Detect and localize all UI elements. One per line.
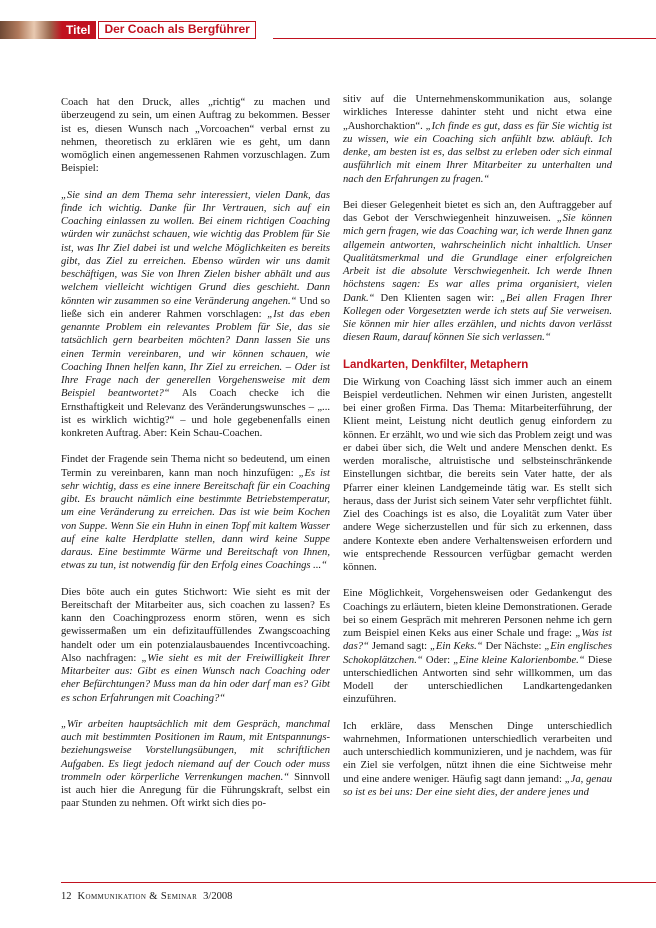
left-column (61, 96, 330, 824)
body-text: Oder: (422, 654, 454, 666)
magazine-name: Kommunikation & Seminar (77, 891, 198, 902)
paragraph (61, 718, 330, 811)
footer-rule (61, 882, 656, 883)
body-text: sitiv auf die Unternehmenskommunikation aus, solange wirkliches Interesse dahinter steht und nicht etwa eine „Aushorchaktion“. (343, 94, 612, 132)
body-text: Findet der Fragende sein Thema nicht so bedeutend, um einen Termin zu vereinbaren, kann man noch hinzufügen: (61, 454, 330, 479)
body-text: Eine Möglichkeit, Vorgehensweisen oder Gedankengut des Coachings zu erläutern, bieten kleine Demonstrationen. Gerade bei so einem Gespräch mit mehreren Personen nehme ich gern zum Beispiel einen Keks aus einer Schale und frage: (343, 588, 612, 639)
quote-text: „Was ist das?“ (343, 628, 612, 653)
paragraph (343, 199, 612, 345)
quote-text: „Ein Keks.“ (430, 641, 483, 653)
body-text: Diese unterschiedlichen Antworten sind sehr willkommen, um das Modell der unterschiedlichen Landkartengedanken einzuführen. (343, 654, 613, 706)
quote-text: „Bei allen Fragen Ihrer Kollegen oder Vorgesetzten werde ich stets auf Sie verweisen. Sie können mir hier alles erzählen, und nichts davon verlässt diesen Raum, darauf können Sie sich verlassen.“ (343, 292, 612, 344)
quote-text: „Ist das eben genannte Problem ein relevantes Problem für Sie, das sie tatsächlich gern bearbeiten möchten? Dann lassen Sie uns einen Termin vereinbaren, und wir können schauen, wie Coaching Ihnen helfen kann, Ihr Ziel zu erreichen. – Oder ist Ihre Frage nach der generellen Vorgehensweise mit dem Beispiel beantwortet?“ (61, 308, 331, 400)
body-text: Sinnvoll ist auch hier die Anregung für die Führungskraft, selbst ein paar Stunden zu nehmen. Oft wirkt sich dies po- (61, 771, 331, 810)
paragraph: Die Wirkung von Coaching lässt sich immer auch an einem Beispiel verdeutlichen. Nehmen wir einen Juristen, angestellt bei einer großen Firma. Das Thema: Mitarbeiterführung, der Klient meint, Leistung nicht deutlich genug einfordern zu können. Er erzählt, wo und wie sich das Problem zeigt und was er dabei über sich, die Welt und andere Menschen denkt. Es werden moralische, altruistische und selbsteinschränkende Einstellungen sichtbar, die bereits sein Vater hatte, der als Pfarrer einer kleinen Landgemeinde tätig war. Es stellt sich heraus, dass der Jurist sich seinem Vater sehr verpflichtet fühlt. Ziel des Coachings ist es also, die Loyalität zum Vater über andere Wege sicherzustellen und für sich zu erkennen, dass andere Kontexte eben andere Verhaltensweisen erfordern und wie entsprechende Ressourcen verfügbar gemacht werden können. (343, 376, 612, 573)
section-label: Titel (62, 21, 96, 39)
quote-text: „Sie können mich gern fragen, wie das Coaching war, ich werde Ihnen ganz allgemein antworten, wahrscheinlich nicht inhaltlich. Unser Qualitätsmerkmal und die Grundlage einer erfolgreichen Arbeit ist die absolute Verschwiegenheit. Ich werde Ihnen höchstens sagen: Es war alles prima organisiert, vielen Dank.“ (343, 213, 612, 304)
body-text: Und so ließe sich ein anderer Rahmen vorschlagen: (61, 295, 330, 320)
body-text: Ich erkläre, dass Menschen Dinge unterschiedlich wahrnehmen, Informationen unterschiedlich verarbeiten und auch unterschiedlich kommunizieren, und je nachdem, was für ein Ziel sie verfolgen, nützt ihnen die eine Sichtweise mehr und eine andere weniger. Häufig sagt dann jemand: (343, 720, 612, 785)
paragraph (61, 453, 330, 572)
paragraph (61, 189, 330, 441)
sub-heading: Landkarten, Denkfilter, Metaphern (343, 358, 529, 371)
body-text: Dies böte auch ein gutes Stichwort: Wie sieht es mit der Bereitschaft der Mitarbeiter aus, sich coachen zu lassen? Es kann den Coachingprozess enorm stören, wenn es sich gewissermaßen um ein defizitauffüllendes Zwangscoaching handelt oder um ein potenzialausbauendes Incentivcoaching. Also nachfragen: (61, 586, 330, 664)
quote-text: „Eine kleine Kalorienbombe.“ (453, 654, 585, 666)
quote-text: „Wie sieht es mit der Freiwilligkeit Ihrer Mitarbeiter aus: Gibt es einen Wunsch nach Coaching oder eher Befürchtungen? Muss man da hin oder darf man es? Gibt es schon Erfahrungen mit Coaching?“ (61, 652, 330, 704)
right-column (343, 93, 612, 812)
paragraph (343, 93, 612, 186)
header-rule (273, 38, 656, 39)
body-text: Bei dieser Gelegenheit bietet es sich an, den Auftraggeber auf das Gebot der Verschwiegenheit hinzuweisen. (343, 199, 612, 224)
body-text: Jemand sagt: (368, 641, 431, 653)
quote-text: „Ich finde es gut, dass es für Sie wichtig ist zu wissen, wie ein Coaching sich anfühlt bzw. abläuft. Ich denke, am besten ist es, das selbst zu erleben oder sich einmal ausführlich mit einem Ihrer Mitarbeiter zu unterhalten und nach den Erfahrungen zu fragen.“ (343, 120, 612, 185)
quote-text: „Ja, genau so ist es bei uns: Der eine sieht dies, der andere jenes und (343, 773, 613, 798)
quote-text: „Es ist sehr wichtig, dass es eine innere Bereitschaft für ein Coaching gibt. Es braucht nämlich eine bestimmte Betriebstemperatur, um eine Veränderung zu erreichen. Das ist wie beim Kochen von Suppe. Wenn Sie ein Huhn in einen Topf mit kaltem Wasser auf eine kalte Herdplatte stellen, dann wird keine Suppe daraus. Eine bestimmte Wärme und Bereitschaft von Ihnen, etwas zu tun, ist notwendig für den Erfolg eines Coachings ...“ (61, 467, 330, 572)
article-title: Der Coach als Bergführer (98, 21, 255, 39)
paragraph (343, 720, 612, 800)
body-text: Als Coach checke ich die Ernsthaftigkeit und Relevanz des Veränderungswunsches – „... ist es wirklich wichtig?“ – und hole gegebenenfalls einen konkreten Auftrag. Aber: Kein Schau-Coachen. (61, 388, 330, 439)
quote-text: „Wir arbeiten hauptsächlich mit dem Gespräch, manchmal auch mit bestimmten Positionen im Raum, mit Entspannungs- beziehungsweise Vorstellungsübungen, mit schriftlichen Aufgaben. Es liegt jedoch niemand auf der Couch oder muss trommeln oder körperliche Verrenkungen machen.“ (61, 718, 330, 783)
header-photo (0, 21, 62, 39)
paragraph (343, 587, 612, 706)
footer (61, 891, 232, 902)
header-band (0, 21, 273, 39)
quote-text: „Sie sind an dem Thema sehr interessiert, vielen Dank, das finde ich wichtig. Danke für Ihr Vertrauen, sich auf ein Coaching einlassen zu wollen. Bei einem richtigen Coaching würden wir zunächst schauen, wie wichtig das Problem für Sie ist, was Ihr Ziel dabei ist und welche Möglichkeiten es bereits gibt, das Ziel zu erreichen. Ebenso würden wir uns damit beschäftigen, was Sie von Ihren Zielen bisher abhält und aus welchem vielleicht wichtigen Grund dies geschieht. Dann könnten wir zusammen so eine Veränderung angehen.“ (61, 189, 330, 307)
body-text: Den Klienten sagen wir: (374, 292, 501, 304)
body-text: Der Nächste: (482, 641, 545, 653)
page-number: 12 (61, 891, 72, 902)
issue-number: 3/2008 (203, 891, 233, 902)
paragraph: Coach hat den Druck, alles „richtig“ zu machen und überzeugend zu sein, um einen Auftrag zu bekommen. Besser ist es, diesen Wunsch nach „Vorcoachen“ verbal ernst zu nehmen, theoretisch zu erklären wie es geht, um dann womöglich einen angemessenen Rahmen vorzuschlagen. Zum Beispiel: (61, 97, 330, 175)
quote-text: „Ein englisches Schokoplätzchen.“ (343, 641, 613, 666)
paragraph (61, 586, 330, 705)
